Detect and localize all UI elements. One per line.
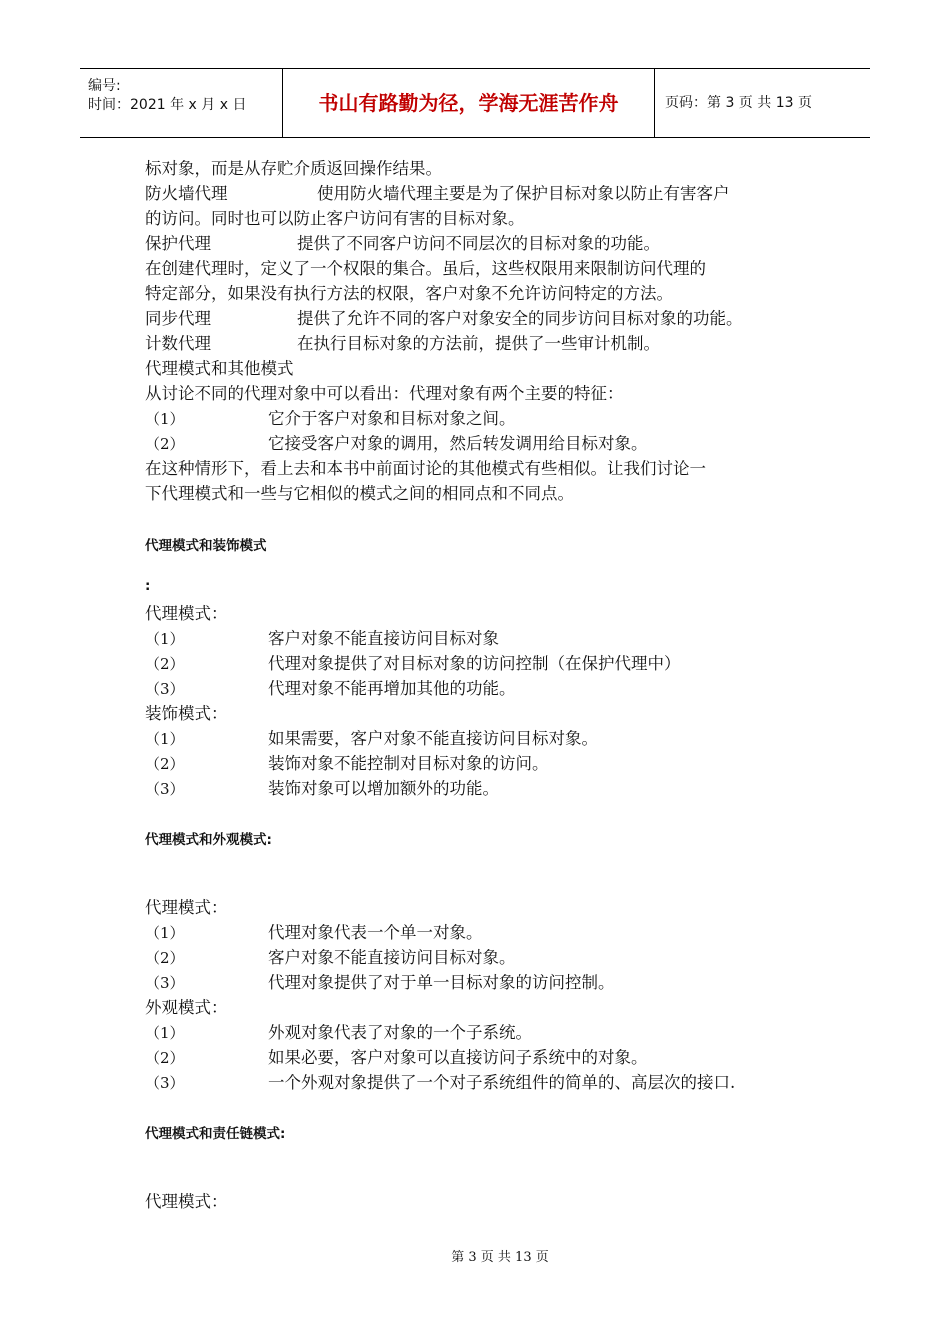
header-meta-cell (80, 69, 283, 137)
term-desc: 使用防火墙代理主要是为了保护目标对象以防止有害客户 (317, 184, 730, 203)
page-info: 页码：第 3 页 共 13 页 (665, 95, 812, 111)
list-item (145, 1022, 532, 1044)
list-text: 如果必要，客户对象可以直接访问子系统中的对象。 (268, 1048, 648, 1067)
list-number: （3） (145, 780, 185, 798)
list-number: （2） (145, 435, 185, 453)
list-number: （3） (145, 680, 185, 698)
list-item (145, 408, 516, 430)
term: 同步代理 (145, 309, 211, 328)
list-item (145, 1047, 648, 1069)
list-item (145, 922, 483, 944)
term: 保护代理 (145, 234, 211, 253)
section-heading: 代理模式和装饰模式 (145, 538, 267, 554)
list-item (145, 433, 648, 455)
list-text: 客户对象不能直接访问目标对象 (268, 629, 499, 648)
paragraph: 特定部分，如果没有执行方法的权限，客户对象不允许访问特定的方法。 (145, 284, 673, 303)
number-label: 编号: (88, 78, 121, 94)
list-item (145, 947, 516, 969)
paragraph: 的访问。同时也可以防止客户访问有害的目标对象。 (145, 209, 525, 228)
list-text: 客户对象不能直接访问目标对象。 (268, 948, 516, 967)
paragraph: 下代理模式和一些与它相似的模式之间的相同点和不同点。 (145, 484, 574, 503)
term-desc: 在执行目标对象的方法前，提供了一些审计机制。 (297, 334, 660, 353)
page-footer: 第 3 页 共 13 页 (451, 1250, 549, 1265)
list-number: （3） (145, 1074, 185, 1092)
list-number: （1） (145, 630, 185, 648)
list-text: 它介于客户对象和目标对象之间。 (268, 409, 516, 428)
paragraph: 标对象，而是从存贮介质返回操作结果。 (145, 159, 442, 178)
list-number: （2） (145, 1049, 185, 1067)
list-item (145, 1072, 736, 1094)
time-label: 时间：2021 年 x 月 x 日 (88, 97, 247, 113)
list-number: （3） (145, 974, 185, 992)
list-label: 外观模式： (145, 998, 228, 1017)
paragraph: 从讨论不同的代理对象中可以看出：代理对象有两个主要的特征： (145, 384, 624, 403)
list-text: 代理对象提供了对于单一目标对象的访问控制。 (268, 973, 615, 992)
list-item (145, 753, 549, 775)
list-item (145, 628, 499, 650)
motto: 书山有路勤为径，学海无涯苦作舟 (283, 69, 655, 137)
term-desc: 提供了允许不同的客户对象安全的同步访问目标对象的功能。 (297, 309, 743, 328)
list-text: 外观对象代表了对象的一个子系统。 (268, 1023, 532, 1042)
term-row (145, 233, 660, 255)
list-number: （1） (145, 924, 185, 942)
list-item (145, 972, 615, 994)
list-text: 如果需要，客户对象不能直接访问目标对象。 (268, 729, 598, 748)
list-text: 一个外观对象提供了一个对子系统组件的简单的、高层次的接口. (268, 1073, 736, 1092)
section-colon: : (145, 578, 151, 594)
list-number: （1） (145, 1024, 185, 1042)
list-number: （2） (145, 949, 185, 967)
list-item (145, 653, 681, 675)
term: 防火墙代理 (145, 184, 228, 203)
list-label: 代理模式： (145, 898, 228, 917)
paragraph: 在这种情形下，看上去和本书中前面讨论的其他模式有些相似。让我们讨论一 (145, 459, 706, 478)
list-text: 装饰对象不能控制对目标对象的访问。 (268, 754, 549, 773)
term-desc: 提供了不同客户访问不同层次的目标对象的功能。 (297, 234, 660, 253)
list-number: （1） (145, 730, 185, 748)
page-header (80, 68, 870, 138)
term-row (145, 183, 730, 205)
list-label: 代理模式： (145, 1192, 228, 1211)
list-item (145, 778, 499, 800)
list-text: 代理对象代表一个单一对象。 (268, 923, 483, 942)
list-item (145, 678, 516, 700)
section-heading: 代理模式和外观模式: (145, 832, 272, 848)
list-text: 代理对象不能再增加其他的功能。 (268, 679, 516, 698)
list-label: 代理模式： (145, 604, 228, 623)
list-number: （1） (145, 410, 185, 428)
term-row (145, 333, 660, 355)
list-number: （2） (145, 655, 185, 673)
paragraph: 在创建代理时，定义了一个权限的集合。虽后，这些权限用来限制访问代理的 (145, 259, 706, 278)
subsection-title: 代理模式和其他模式 (145, 359, 294, 378)
term-row (145, 308, 743, 330)
list-number: （2） (145, 755, 185, 773)
section-heading: 代理模式和责任链模式: (145, 1126, 286, 1142)
list-text: 装饰对象可以增加额外的功能。 (268, 779, 499, 798)
term: 计数代理 (145, 334, 211, 353)
list-text: 代理对象提供了对目标对象的访问控制（在保护代理中） (268, 654, 681, 673)
list-item (145, 728, 598, 750)
list-text: 它接受客户对象的调用，然后转发调用给目标对象。 (268, 434, 648, 453)
list-label: 装饰模式： (145, 704, 228, 723)
